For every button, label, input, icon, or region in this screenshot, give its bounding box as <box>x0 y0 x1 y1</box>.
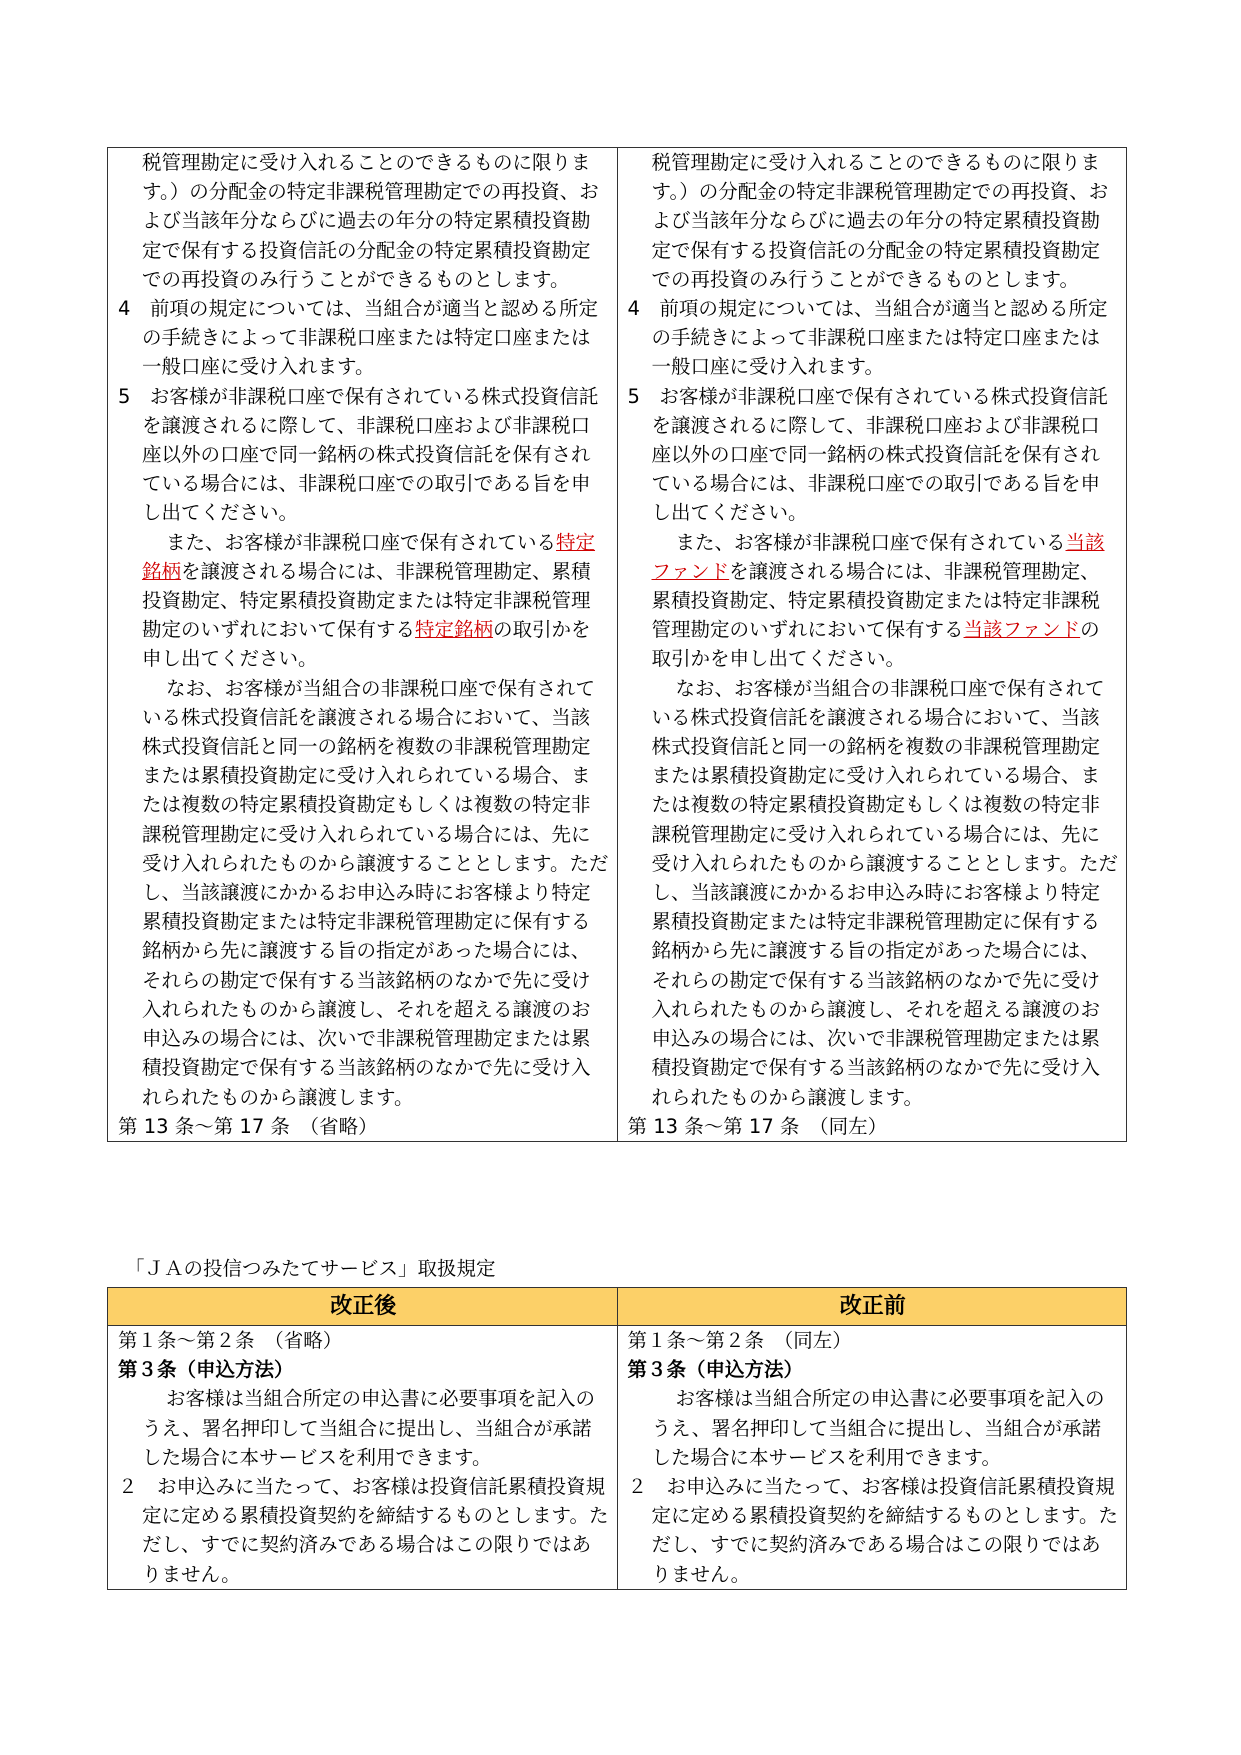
changed-term: 特定銘柄 <box>415 618 494 642</box>
article-3-para-2: ２ お申込みに当たって、お客様は投資信託累積投資規定に定める累積投資契約を締結するものとします。ただし、すでに契約済みである場合はこの限りではありません。 <box>627 1475 1118 1586</box>
changed-term: 当該ファンド <box>651 530 1105 583</box>
clause-5-also <box>628 528 1119 674</box>
comparison-table-2 <box>107 1287 1127 1590</box>
continued-text: 税管理勘定に受け入れることのできるものに限ります。）の分配金の特定非課税管理勘定での再投資、および当該年分ならびに過去の年分の特定累積投資勘定で保有する投資信託の分配金の特定累積投資勘定での再投資のみ行うことができるものとします。 <box>651 151 1109 291</box>
revised-column <box>108 1326 618 1590</box>
clause-5-note: なお、お客様が当組合の非課税口座で保有されている株式投資信託を譲渡される場合において、当該株式投資信託と同一の銘柄を複数の非課税管理勘定または累積投資勘定に受け入れられている場合、または複数の特定累積投資勘定もしくは複数の特定非課税管理勘定に受け入れられている場合には、先に受け入れられたものから譲渡することとします。ただし、当該譲渡にかかるお申込み時にお客様より特定累積投資勘定または特定非課税管理勘定に保有する銘柄から先に譲渡する旨の指定があった場合には、それらの勘定で保有する当該銘柄のなかで先に受け入れられたものから譲渡し、それを超える譲渡のお申込みの場合には、次いで非課税管理勘定または累積投資勘定で保有する当該銘柄のなかで先に受け入れられたものから譲渡します。 <box>651 676 1118 1109</box>
text-span: の取引かを申し出てください。 <box>142 618 591 671</box>
article-3-para-2: ２ お申込みに当たって、お客様は投資信託累積投資規定に定める累積投資契約を締結するものとします。ただし、すでに契約済みである場合はこの限りではありません。 <box>118 1475 609 1586</box>
clause-4: 4 前項の規定については、当組合が適当と認める所定の手続きによって非課税口座または特定口座または一般口座に受け入れます。 <box>627 297 1108 379</box>
clause-5-also <box>118 528 609 674</box>
article-13-17: 第 13 条～第 17 条 （省略） <box>118 1114 378 1138</box>
changed-term: 当該ファンド <box>963 618 1081 642</box>
text-span: を譲渡される場合には、非課税管理勘定、累積投資勘定、特定累積投資勘定または特定非課税管理勘定のいずれにおいて保有する <box>142 559 591 642</box>
revised-column <box>108 148 618 1142</box>
previous-column <box>617 148 1127 1142</box>
previous-column <box>617 1326 1127 1590</box>
clause-5: 5 お客様が非課税口座で保有されている株式投資信託を譲渡されるに際して、非課税口座および非課税口座以外の口座で同一銘柄の株式投資信託を保有されている場合には、非課税口座での取引である旨を申し出てください。 <box>118 384 599 525</box>
clause-4: 4 前項の規定については、当組合が適当と認める所定の手続きによって非課税口座または特定口座または一般口座に受け入れます。 <box>118 297 599 379</box>
text-span: の取引かを申し出てください。 <box>651 618 1100 671</box>
text-span: また、お客様が非課税口座で保有されている <box>675 530 1066 554</box>
article-1-2: 第１条～第２条 （同左） <box>627 1329 852 1352</box>
article-3-heading: 第３条（申込方法） <box>118 1358 294 1382</box>
header-revised: 改正後 <box>108 1288 618 1326</box>
article-3-para-1: お客様は当組合所定の申込書に必要事項を記入のうえ、署名押印して当組合に提出し、当組合が承諾した場合に本サービスを利用できます。 <box>142 1387 596 1469</box>
text-span: を譲渡される場合には、非課税管理勘定、累積投資勘定、特定累積投資勘定または特定非課税管理勘定のいずれにおいて保有する <box>651 559 1101 642</box>
article-3-heading: 第３条（申込方法） <box>627 1358 804 1382</box>
clause-5: 5 お客様が非課税口座で保有されている株式投資信託を譲渡されるに際して、非課税口座および非課税口座以外の口座で同一銘柄の株式投資信託を保有されている場合には、非課税口座での取引である旨を申し出てください。 <box>627 384 1108 525</box>
header-previous: 改正前 <box>617 1288 1127 1326</box>
section-caption: 「ＪＡの投信つみたてサービス」取扱規定 <box>125 1257 496 1280</box>
article-13-17: 第 13 条～第 17 条 （同左） <box>627 1114 888 1138</box>
clause-5-note: なお、お客様が当組合の非課税口座で保有されている株式投資信託を譲渡される場合において、当該株式投資信託と同一の銘柄を複数の非課税管理勘定または累積投資勘定に受け入れられている場合、または複数の特定累積投資勘定もしくは複数の特定非課税管理勘定に受け入れられている場合には、先に受け入れられたものから譲渡することとします。ただし、当該譲渡にかかるお申込み時にお客様より特定累積投資勘定または特定非課税管理勘定に保有する銘柄から先に譲渡する旨の指定があった場合には、それらの勘定で保有する当該銘柄のなかで先に受け入れられたものから譲渡し、それを超える譲渡のお申込みの場合には、次いで非課税管理勘定または累積投資勘定で保有する当該銘柄のなかで先に受け入れられたものから譲渡します。 <box>142 676 609 1109</box>
article-1-2: 第１条～第２条 （省略） <box>118 1329 343 1352</box>
comparison-table-1 <box>107 147 1127 1142</box>
article-3-para-1: お客様は当組合所定の申込書に必要事項を記入のうえ、署名押印して当組合に提出し、当組合が承諾した場合に本サービスを利用できます。 <box>651 1387 1105 1469</box>
changed-term: 特定銘柄 <box>142 530 596 583</box>
continued-text: 税管理勘定に受け入れることのできるものに限ります。）の分配金の特定非課税管理勘定での再投資、および当該年分ならびに過去の年分の特定累積投資勘定で保有する投資信託の分配金の特定累積投資勘定での再投資のみ行うことができるものとします。 <box>142 151 599 291</box>
text-span: また、お客様が非課税口座で保有されている <box>166 530 557 554</box>
